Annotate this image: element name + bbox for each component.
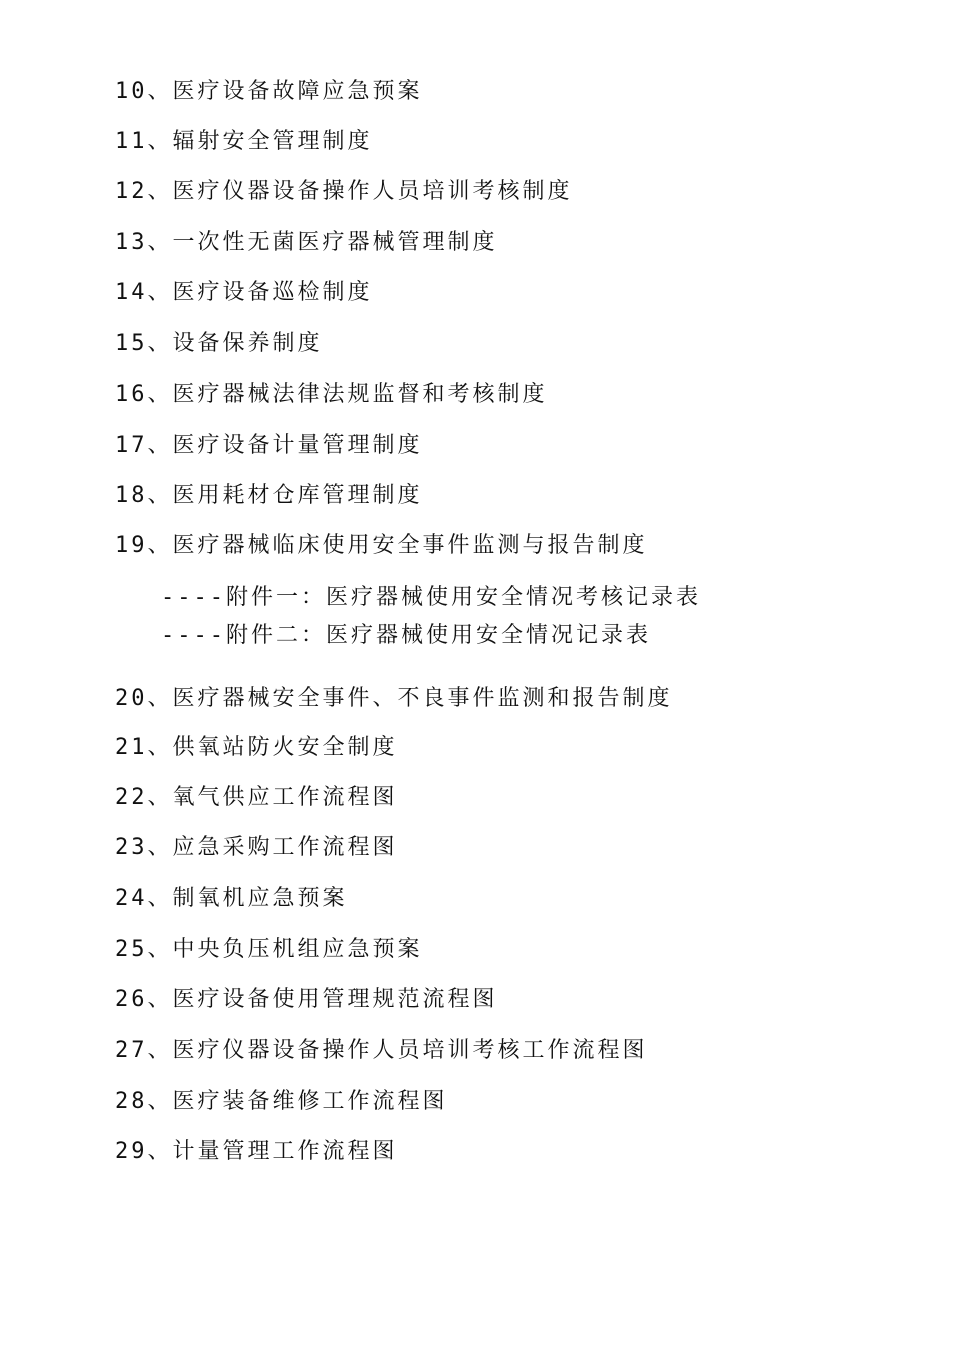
toc-item-11: 11、辐射安全管理制度 (115, 129, 373, 154)
toc-item-28: 28、医疗装备维修工作流程图 (115, 1089, 448, 1114)
toc-item-24: 24、制氧机应急预案 (115, 886, 348, 911)
toc-item-21: 21、供氧站防火安全制度 (115, 735, 398, 760)
toc-item-23: 23、应急采购工作流程图 (115, 835, 398, 860)
toc-item-10: 10、医疗设备故障应急预案 (115, 79, 423, 104)
toc-item-29: 29、计量管理工作流程图 (115, 1139, 398, 1164)
toc-item-20: 20、医疗器械安全事件、不良事件监测和报告制度 (115, 686, 673, 711)
toc-item-26: 26、医疗设备使用管理规范流程图 (115, 987, 498, 1012)
toc-item-13: 13、一次性无菌医疗器械管理制度 (115, 230, 498, 255)
toc-item-14: 14、医疗设备巡检制度 (115, 280, 373, 305)
toc-item-16: 16、医疗器械法律法规监督和考核制度 (115, 382, 548, 407)
toc-item-18: 18、医用耗材仓库管理制度 (115, 483, 423, 508)
toc-item-27: 27、医疗仪器设备操作人员培训考核工作流程图 (115, 1038, 648, 1063)
toc-attachment-1: ----附件一：医疗器械使用安全情况考核记录表 (161, 585, 701, 610)
toc-item-25: 25、中央负压机组应急预案 (115, 937, 423, 962)
toc-attachment-2: ----附件二：医疗器械使用安全情况记录表 (161, 623, 651, 648)
toc-item-22: 22、氧气供应工作流程图 (115, 785, 398, 810)
toc-item-12: 12、医疗仪器设备操作人员培训考核制度 (115, 179, 573, 204)
toc-item-15: 15、设备保养制度 (115, 331, 323, 356)
toc-item-17: 17、医疗设备计量管理制度 (115, 433, 423, 458)
toc-item-19: 19、医疗器械临床使用安全事件监测与报告制度 (115, 533, 648, 558)
